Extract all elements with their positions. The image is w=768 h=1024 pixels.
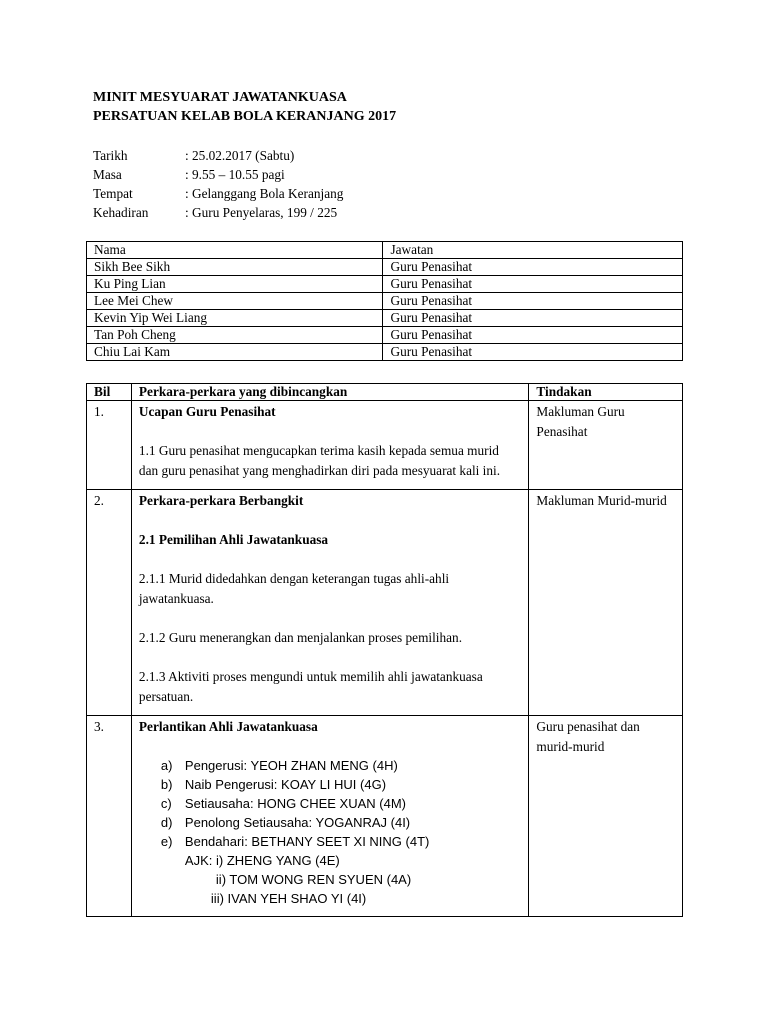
- attendance-table: [86, 241, 683, 361]
- agenda-action: Makluman Guru Penasihat: [529, 401, 683, 490]
- list-item: [139, 775, 522, 794]
- agenda-row-1: [87, 401, 683, 490]
- list-text: Pengerusi: YEOH ZHAN MENG (4H): [184, 758, 398, 773]
- cell-position: Guru Penasihat: [383, 276, 683, 293]
- cell-name: Chiu Lai Kam: [87, 344, 383, 361]
- title-line-1: MINIT MESYUARAT JAWATANKUASA: [93, 90, 347, 105]
- list-marker: b): [160, 777, 173, 792]
- meta-label: Masa: [93, 167, 122, 182]
- agenda-content: [131, 401, 529, 490]
- list-text: Bendahari: BETHANY SEET XI NING (4T): [184, 834, 430, 849]
- meta-row-date: [93, 146, 343, 165]
- column-header-action: Tindakan: [529, 384, 683, 401]
- meeting-details: [93, 146, 343, 222]
- table-header-row: [87, 242, 683, 259]
- meta-row-place: [93, 184, 343, 203]
- table-row: [87, 293, 683, 310]
- agenda-number: 1.: [87, 401, 132, 490]
- list-text: Naib Pengerusi: KOAY LI HUI (4G): [184, 777, 387, 792]
- table-row: [87, 276, 683, 293]
- table-row: [87, 259, 683, 276]
- agenda-paragraph: 2.1.1 Murid didedahkan dengan keterangan tugas ahli-ahli jawatankuasa.: [138, 571, 450, 606]
- agenda-item-title: Perkara-perkara Berbangkit: [138, 493, 304, 508]
- document-title: [93, 88, 396, 126]
- cell-position: Guru Penasihat: [383, 310, 683, 327]
- cell-name: Ku Ping Lian: [87, 276, 383, 293]
- meta-row-time: [93, 165, 343, 184]
- agenda-row-3: [87, 716, 683, 917]
- list-marker: e): [160, 834, 173, 849]
- agenda-row-2: [87, 490, 683, 716]
- cell-position: Guru Penasihat: [383, 259, 683, 276]
- agenda-item-title: Perlantikan Ahli Jawatankuasa: [138, 719, 318, 734]
- meta-value: : Gelanggang Bola Keranjang: [185, 186, 344, 201]
- cell-position: Guru Penasihat: [383, 344, 683, 361]
- list-item: [139, 832, 522, 851]
- meta-value: : 25.02.2017 (Sabtu): [185, 148, 295, 163]
- meta-value: : Guru Penyelaras, 199 / 225: [185, 205, 338, 220]
- list-item: [139, 813, 522, 832]
- meta-label: Tempat: [93, 186, 133, 201]
- column-header-matters: Perkara-perkara yang dibincangkan: [131, 384, 529, 401]
- column-header-number: Bil: [87, 384, 132, 401]
- agenda-paragraph: 2.1.2 Guru menerangkan dan menjalankan proses pemilihan.: [138, 630, 463, 645]
- table-row: [87, 310, 683, 327]
- column-header-position: Jawatan: [383, 242, 683, 259]
- meta-row-attendance: [93, 203, 343, 222]
- cell-position: Guru Penasihat: [383, 293, 683, 310]
- column-header-name: Nama: [87, 242, 383, 259]
- cell-name: Kevin Yip Wei Liang: [87, 310, 383, 327]
- agenda-number: 2.: [87, 490, 132, 716]
- agenda-number: 3.: [87, 716, 132, 917]
- agenda-paragraph: 2.1.3 Aktiviti proses mengundi untuk memilih ahli jawatankuasa persatuan.: [138, 669, 483, 704]
- agenda-content: [131, 490, 529, 716]
- agenda-subtitle: 2.1 Pemilihan Ahli Jawatankuasa: [138, 532, 329, 547]
- table-row: [87, 344, 683, 361]
- agenda-table: [86, 383, 683, 917]
- meta-value: : 9.55 – 10.55 pagi: [185, 167, 285, 182]
- list-text: Setiausaha: HONG CHEE XUAN (4M): [184, 796, 406, 811]
- agenda-action: Makluman Murid-murid: [529, 490, 683, 716]
- list-item: [139, 794, 522, 813]
- list-marker: a): [160, 758, 173, 773]
- committee-list: [139, 756, 522, 908]
- agenda-action: Guru penasihat dan murid-murid: [529, 716, 683, 917]
- cell-name: Tan Poh Cheng: [87, 327, 383, 344]
- list-marker: d): [160, 815, 173, 830]
- agenda-content: [131, 716, 529, 917]
- cell-position: Guru Penasihat: [383, 327, 683, 344]
- cell-name: Lee Mei Chew: [87, 293, 383, 310]
- cell-name: Sikh Bee Sikh: [87, 259, 383, 276]
- agenda-paragraph: 1.1 Guru penasihat mengucapkan terima kasih kepada semua murid dan guru penasihat yang menghadirkan diri pada mesyuarat kali ini.: [138, 443, 501, 478]
- table-row: [87, 327, 683, 344]
- title-line-2: PERSATUAN KELAB BOLA KERANJANG 2017: [93, 109, 397, 124]
- ajk-item: iii) IVAN YEH SHAO YI (4I): [210, 891, 367, 906]
- list-marker: c): [160, 796, 172, 811]
- meta-label: Kehadiran: [93, 205, 149, 220]
- meta-label: Tarikh: [93, 148, 128, 163]
- list-item: [139, 756, 522, 775]
- agenda-item-title: Ucapan Guru Penasihat: [138, 404, 276, 419]
- table-header-row: [87, 384, 683, 401]
- ajk-item: AJK: i) ZHENG YANG (4E): [184, 853, 340, 868]
- list-text: Penolong Setiausaha: YOGANRAJ (4I): [184, 815, 411, 830]
- ajk-item: ii) TOM WONG REN SYUEN (4A): [215, 872, 412, 887]
